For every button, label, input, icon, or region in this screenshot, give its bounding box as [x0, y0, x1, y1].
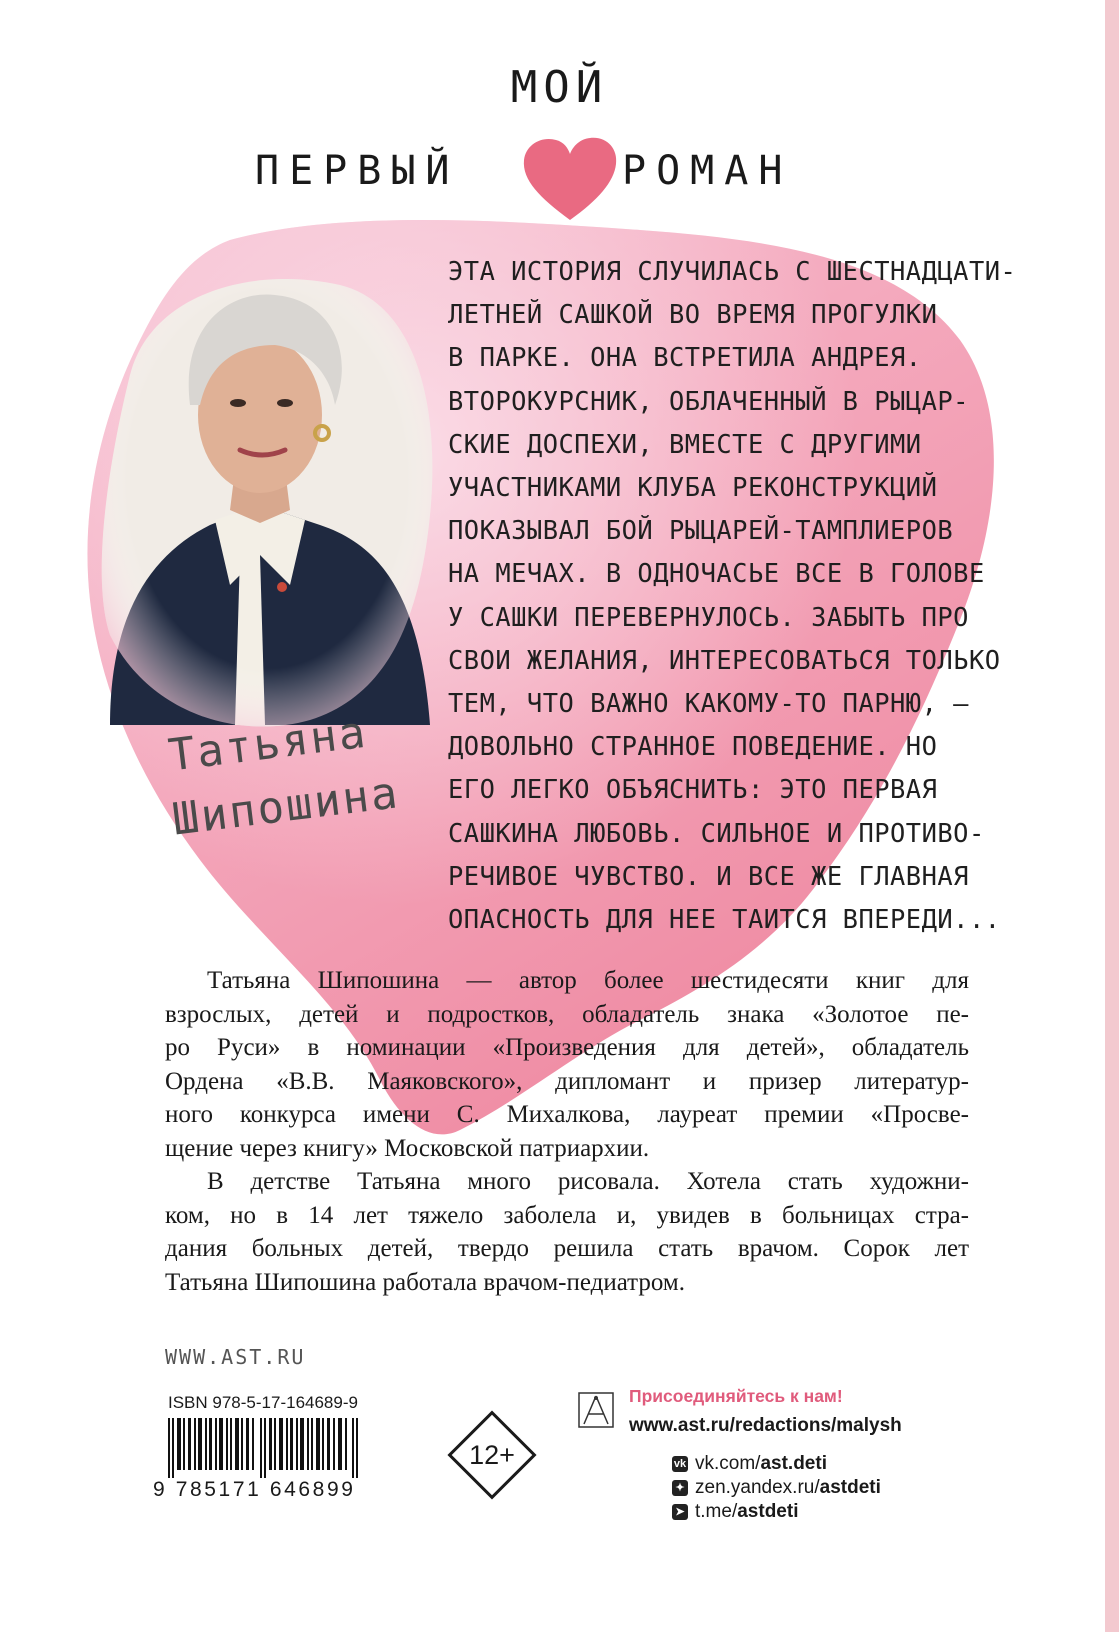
author-name-line2: Шипошина	[169, 767, 402, 846]
barcode	[168, 1418, 358, 1478]
heart-icon	[520, 136, 620, 222]
join-us-url[interactable]: www.ast.ru/redactions/malysh	[629, 1415, 902, 1436]
spine-strip	[1105, 0, 1119, 1632]
blurb-line: САШКИНА ЛЮБОВЬ. СИЛЬНОЕ И ПРОТИВО-	[448, 817, 985, 848]
blurb-line: ЛЕТНЕЙ САШКОЙ ВО ВРЕМЯ ПРОГУЛКИ	[448, 299, 938, 330]
zen-icon: ✦	[672, 1480, 688, 1496]
social-link-telegram[interactable]	[672, 1500, 881, 1524]
bio-line: Татьяна Шипошина — автор более шестидесяти книг для	[207, 967, 969, 994]
blurb-line: ВТОРОКУРСНИК, ОБЛАЧЕННЫЙ В РЫЦАР-	[448, 385, 969, 416]
bio-line: В детстве Татьяна много рисовала. Хотела стать художни-	[207, 1168, 969, 1195]
publisher-website[interactable]: WWW.AST.RU	[165, 1345, 306, 1369]
publisher-logo-icon	[578, 1392, 614, 1428]
blurb-line: СВОИ ЖЕЛАНИЯ, ИНТЕРЕСОВАТЬСЯ ТОЛЬКО	[448, 644, 1001, 675]
bio-line: Ордена «В.В. Маяковского», дипломант и призер литератур-	[165, 1067, 969, 1095]
bio-paragraph-1	[165, 964, 969, 1165]
author-bio	[165, 964, 969, 1299]
series-title	[0, 0, 1119, 230]
blurb-line: НА МЕЧАХ. В ОДНОЧАСЬЕ ВСЕ В ГОЛОВЕ	[448, 558, 985, 589]
social-prefix: vk.com/	[695, 1453, 761, 1474]
bio-line: Татьяна Шипошина работала врачом-педиатром.	[165, 1268, 685, 1296]
blurb-line: В ПАРКЕ. ОНА ВСТРЕТИЛА АНДРЕЯ.	[448, 342, 922, 373]
blurb-line: СКИЕ ДОСПЕХИ, ВМЕСТЕ С ДРУГИМИ	[448, 428, 922, 459]
blurb-line: ОПАСНОСТЬ ДЛЯ НЕЕ ТАИТСЯ ВПЕРЕДИ...	[448, 904, 1001, 935]
author-name-line1: Татьяна	[165, 706, 370, 782]
bio-paragraph-2	[165, 1165, 969, 1299]
barcode-digits: 9 785171 646899	[153, 1478, 356, 1501]
bio-line: дания больных детей, твердо решила стать врачом. Сорок лет	[165, 1235, 969, 1262]
bio-line: ком, но в 14 лет тяжело заболела и, увидев в больницах стра-	[165, 1201, 969, 1229]
blurb-line: РЕЧИВОЕ ЧУВСТВО. И ВСЕ ЖЕ ГЛАВНАЯ	[448, 860, 969, 891]
bio-line: ро Руси» в номинации «Произведения для детей», обладатель	[165, 1034, 969, 1061]
social-handle: astdeti	[819, 1477, 881, 1498]
social-prefix: zen.yandex.ru/	[695, 1477, 820, 1498]
blurb-line: ЕГО ЛЕГКО ОБЪЯСНИТЬ: ЭТО ПЕРВАЯ	[448, 774, 938, 805]
series-title-line1: МОЙ	[510, 62, 609, 113]
blurb-line: ЭТА ИСТОРИЯ СЛУЧИЛАСЬ С ШЕСТНАДЦАТИ-	[448, 256, 1017, 286]
telegram-icon: ➤	[672, 1504, 688, 1520]
blurb-line: ТЕМ, ЧТО ВАЖНО КАКОМУ-ТО ПАРНЮ, —	[448, 688, 969, 719]
bio-line: взрослых, детей и подростков, обладатель знака «Золотое пе-	[165, 1000, 969, 1028]
social-link-vk[interactable]	[672, 1452, 881, 1476]
join-us-title: Присоединяйтесь к нам!	[629, 1386, 843, 1406]
social-links	[672, 1452, 881, 1524]
social-link-zen[interactable]	[672, 1476, 881, 1500]
author-name	[165, 688, 483, 893]
isbn-label: ISBN 978-5-17-164689-9	[168, 1393, 358, 1412]
social-prefix: t.me/	[695, 1501, 738, 1522]
series-title-line2	[0, 148, 1119, 218]
social-handle: astdeti	[737, 1501, 799, 1522]
author-portrait	[90, 255, 450, 735]
social-handle: ast.deti	[760, 1453, 827, 1474]
blurb-line: УЧАСТНИКАМИ КЛУБА РЕКОНСТРУКЦИЙ	[448, 472, 938, 503]
vk-icon: vk	[673, 1458, 687, 1470]
book-blurb	[448, 250, 1048, 941]
age-rating-label: 12+	[469, 1439, 515, 1470]
bio-line: ного конкурса имени С. Михалкова, лауреат премии «Просве-	[165, 1101, 969, 1128]
bio-line: щение через книгу» Московской патриархии.	[165, 1134, 650, 1162]
series-title-right: РОМАН	[622, 148, 793, 194]
blurb-line: ДОВОЛЬНО СТРАННОЕ ПОВЕДЕНИЕ. НО	[448, 731, 938, 762]
blurb-line: У САШКИ ПЕРЕВЕРНУЛОСЬ. ЗАБЫТЬ ПРО	[448, 601, 969, 632]
series-title-left: ПЕРВЫЙ	[255, 148, 460, 194]
blurb-line: ПОКАЗЫВАЛ БОЙ РЫЦАРЕЙ-ТАМПЛИЕРОВ	[448, 515, 954, 546]
